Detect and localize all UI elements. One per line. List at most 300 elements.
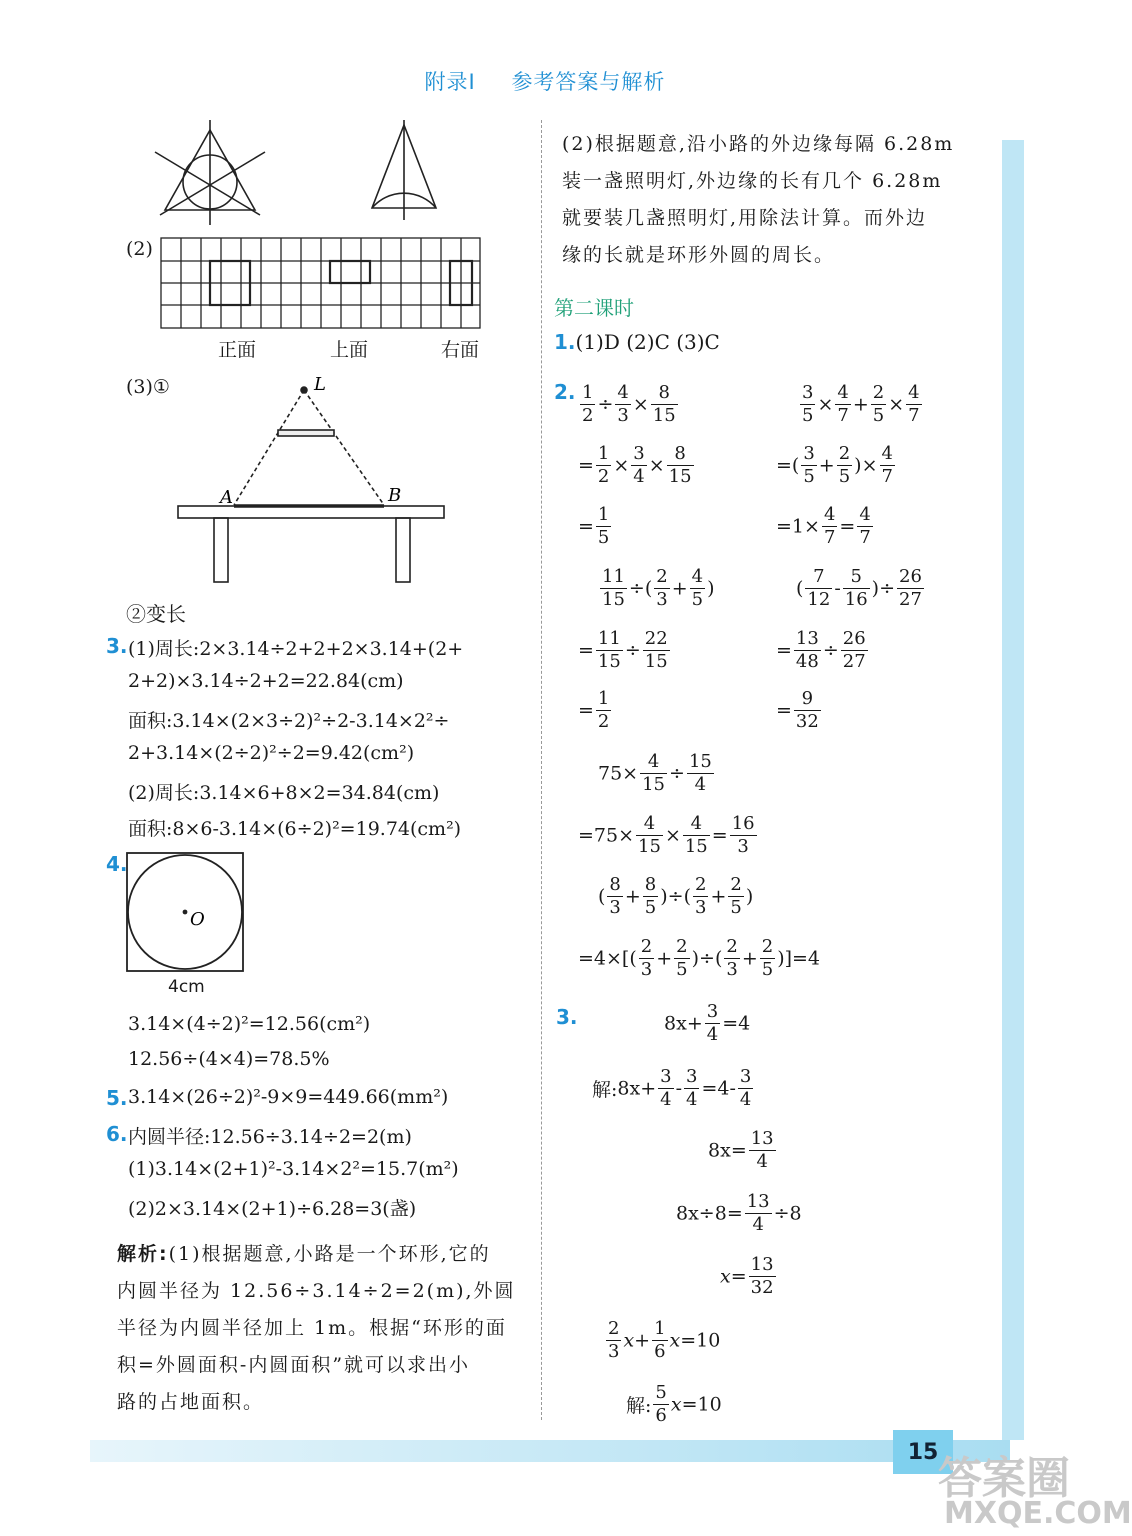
math-row — [578, 630, 672, 671]
denominator: 2 — [597, 711, 610, 732]
label-B: B — [388, 485, 402, 506]
math-symbol: = — [839, 515, 856, 538]
fraction — [596, 445, 611, 486]
denominator: 7 — [823, 527, 836, 548]
math-row — [776, 690, 823, 731]
math-symbol: + — [818, 454, 835, 477]
denominator: 5 — [802, 405, 814, 426]
denominator: 48 — [795, 651, 819, 672]
numerator: 2 — [730, 874, 742, 895]
numerator: 4 — [908, 382, 920, 403]
math-symbol: ) — [745, 885, 754, 908]
r-q1 — [554, 330, 720, 354]
numerator: 2 — [761, 936, 774, 957]
numerator: 11 — [602, 566, 625, 587]
denominator: 5 — [730, 897, 742, 918]
p4-num: 4. — [106, 852, 128, 876]
math-symbol: x — [720, 1265, 731, 1288]
denominator: 4 — [686, 1089, 698, 1110]
math-row — [578, 938, 820, 979]
math-symbol: x — [670, 1393, 682, 1416]
math-symbol: + — [624, 885, 641, 908]
denominator: 32 — [795, 711, 819, 732]
label-L: L — [314, 374, 326, 395]
math-symbol: + — [656, 947, 673, 970]
numerator: 4 — [617, 382, 629, 403]
math-symbol: + — [852, 393, 869, 416]
math-row — [664, 1003, 750, 1044]
denominator: 12 — [807, 589, 831, 610]
math-symbol: = — [578, 947, 594, 970]
denominator: 4 — [752, 1214, 764, 1235]
numerator: 7 — [805, 568, 832, 589]
math-symbol: 1× — [791, 515, 820, 538]
fraction — [690, 568, 705, 609]
numerator: 3 — [802, 382, 814, 403]
math-symbol: 8x÷8 — [676, 1202, 727, 1225]
triangle-figures — [150, 120, 450, 230]
denominator: 4 — [633, 466, 645, 487]
numerator: 8 — [651, 384, 678, 405]
denominator: 15 — [684, 836, 708, 857]
fraction — [730, 815, 757, 856]
denominator: 3 — [737, 836, 749, 857]
math-symbol: = — [776, 639, 792, 662]
denominator: 6 — [655, 1405, 667, 1426]
numerator: 4 — [823, 504, 836, 525]
fraction — [615, 384, 630, 425]
side-length: 4cm — [168, 977, 205, 997]
math-symbol: 8x — [617, 1077, 641, 1100]
fraction — [749, 1256, 776, 1297]
numerator: 3 — [803, 443, 815, 464]
math-symbol: ÷ — [669, 762, 685, 785]
analysis-line-4: 积=外圆面积-内圆面积”就可以求出小 — [117, 1354, 471, 1376]
math-symbol: =10 — [681, 1393, 722, 1416]
math-symbol: = — [776, 699, 792, 722]
fraction — [596, 506, 611, 547]
numerator: 4 — [683, 815, 710, 836]
numerator: 1 — [582, 382, 594, 403]
p3-line-5: (2)周长:3.14×6+8×2=34.84(cm) — [128, 782, 440, 804]
r-q3-num: 3. — [556, 1005, 578, 1029]
fraction — [705, 1003, 720, 1044]
math-symbol: + — [640, 1077, 657, 1100]
fraction — [667, 445, 694, 486]
fraction — [843, 568, 870, 609]
math-symbol: ÷ — [597, 393, 614, 416]
denominator: 27 — [899, 589, 922, 610]
fraction — [841, 630, 868, 671]
analysis-line-5: 路的占地面积。 — [117, 1391, 265, 1413]
fraction — [822, 506, 837, 547]
fraction — [580, 384, 595, 425]
fraction — [652, 1320, 667, 1361]
watermark-en: MXQE.COM — [944, 1496, 1132, 1531]
fraction — [658, 1068, 673, 1109]
denominator: 5 — [803, 466, 815, 487]
numerator: 4 — [859, 504, 871, 525]
denominator: 5 — [872, 405, 885, 426]
numerator: 11 — [597, 628, 621, 649]
p6-num: 6. — [106, 1122, 128, 1146]
appendix-label: 附录Ⅰ — [424, 70, 476, 94]
denominator: 5 — [676, 959, 688, 980]
square-circle-figure — [124, 850, 246, 976]
denominator: 15 — [638, 836, 661, 857]
math-row — [626, 1384, 722, 1425]
math-symbol: = — [578, 454, 594, 477]
fraction — [606, 1320, 621, 1361]
math-symbol: = — [578, 515, 594, 538]
math-symbol: )]=4 — [777, 947, 821, 970]
math-symbol: × — [861, 454, 878, 477]
math-row — [708, 1130, 778, 1171]
intro-line-2: 装一盏照明灯,外边缘的长有几个 6.28m — [562, 170, 943, 192]
analysis-line-2: 内圆半径为 12.56÷3.14÷2=2(m),外圆 — [117, 1280, 516, 1302]
math-symbol: = — [726, 1202, 743, 1225]
denominator: 7 — [837, 405, 849, 426]
numerator: 4 — [881, 443, 893, 464]
math-symbol: × — [817, 393, 834, 416]
fraction — [640, 753, 667, 794]
math-symbol: × — [613, 454, 630, 477]
fraction — [800, 384, 815, 425]
fraction — [794, 690, 821, 731]
math-symbol: ÷ — [628, 577, 645, 600]
fraction — [749, 1130, 776, 1171]
math-symbol: = — [730, 1139, 747, 1162]
math-row — [776, 506, 875, 547]
denominator: 15 — [668, 466, 692, 487]
numerator: 2 — [695, 874, 707, 895]
table-top — [178, 506, 444, 518]
math-row — [604, 1320, 720, 1361]
math-symbol: =10 — [680, 1329, 721, 1352]
math-row — [798, 384, 924, 425]
numerator: 1 — [597, 443, 610, 464]
p3-line-1: (1)周长:2×3.14÷2+2+2×3.14+(2+ — [128, 638, 464, 660]
math-symbol: × — [664, 824, 681, 847]
fraction — [600, 568, 627, 609]
math-symbol: 8x — [708, 1139, 731, 1162]
math-row — [776, 445, 897, 486]
math-row — [598, 876, 753, 917]
math-symbol: 解: — [626, 1395, 652, 1417]
math-symbol: ÷8 — [773, 1202, 802, 1225]
side-decoration-bar — [1002, 140, 1024, 1440]
math-symbol: + — [741, 947, 758, 970]
fraction — [674, 938, 689, 979]
header-title: 参考答案与解析 — [511, 70, 666, 94]
fraction — [897, 568, 924, 609]
fraction — [794, 630, 821, 671]
denominator: 5 — [761, 959, 774, 980]
math-symbol: ÷ — [822, 639, 839, 662]
fraction — [880, 445, 895, 486]
numerator: 1 — [597, 688, 610, 709]
analysis-line-3: 半径为内圆半径加上 1m。根据“环形的面 — [117, 1317, 507, 1339]
denominator: 4 — [660, 1089, 672, 1110]
denominator: 16 — [844, 589, 868, 610]
math-symbol: ÷ — [624, 639, 641, 662]
fraction — [837, 445, 852, 486]
numerator: 15 — [688, 751, 712, 772]
numerator: 8 — [667, 445, 694, 466]
light-table-diagram — [170, 370, 460, 590]
numerator: 2 — [676, 936, 688, 957]
denominator: 3 — [656, 589, 668, 610]
label-A: A — [220, 487, 233, 508]
math-symbol: ( — [644, 577, 653, 600]
fraction — [857, 506, 872, 547]
fraction — [906, 384, 921, 425]
denominator: 7 — [859, 527, 871, 548]
denominator: 32 — [750, 1277, 774, 1298]
math-symbol: =4- — [701, 1077, 736, 1100]
math-symbol: ( — [683, 885, 692, 908]
math-symbol: ) — [707, 577, 715, 600]
fraction — [596, 690, 611, 731]
p5-num: 5. — [106, 1086, 128, 1110]
column-divider — [541, 120, 542, 1420]
math-symbol: =4 — [722, 1012, 751, 1035]
bottom-decoration-bar — [90, 1440, 1010, 1462]
math-symbol: × — [632, 393, 649, 416]
numerator: 2 — [838, 443, 851, 464]
numerator: 1 — [654, 1318, 666, 1339]
fraction — [651, 384, 678, 425]
denominator: 5 — [597, 527, 610, 548]
grid-figure — [160, 237, 482, 331]
numerator: 8 — [609, 874, 621, 895]
r-q1-num: 1. — [554, 330, 576, 354]
math-symbol: )÷ — [691, 947, 715, 970]
numerator: 2 — [656, 566, 668, 587]
numerator: 4 — [640, 753, 667, 774]
watermark — [920, 1440, 1132, 1536]
math-row — [578, 445, 696, 486]
numerator: 13 — [750, 1128, 774, 1149]
numerator: 4 — [636, 815, 663, 836]
math-row — [578, 384, 680, 425]
math-symbol: = — [711, 824, 728, 847]
numerator: 3 — [686, 1066, 698, 1087]
numerator: 4 — [837, 382, 849, 403]
math-symbol: 75× — [598, 762, 639, 785]
denominator: 15 — [652, 405, 676, 426]
intro-line-1: (2)根据题意,沿小路的外边缘每隔 6.28m — [562, 133, 955, 155]
math-symbol: + — [686, 1012, 703, 1035]
denominator: 3 — [726, 959, 738, 980]
math-row — [598, 753, 716, 794]
denominator: 7 — [908, 405, 920, 426]
math-symbol: 解: — [592, 1079, 618, 1101]
intro-line-3: 就要装几盏照明灯,用除法计算。而外边 — [562, 207, 928, 229]
fraction — [693, 876, 708, 917]
q3-label: (3)① — [126, 376, 170, 398]
fraction — [871, 384, 886, 425]
denominator: 4 — [706, 1024, 719, 1045]
denominator: 4 — [756, 1151, 768, 1172]
math-symbol: - — [675, 1077, 683, 1100]
denominator: 27 — [842, 651, 866, 672]
fraction — [607, 876, 622, 917]
math-symbol: = — [578, 639, 594, 662]
p6-line-2: (1)3.14×(2+1)²-3.14×2²=15.7(m²) — [128, 1158, 459, 1180]
math-symbol: - — [834, 577, 841, 600]
fraction — [596, 630, 623, 671]
numerator: 22 — [644, 628, 668, 649]
math-symbol: x — [669, 1329, 681, 1352]
denominator: 3 — [608, 1341, 620, 1362]
math-symbol: x — [623, 1329, 635, 1352]
math-row — [598, 568, 715, 609]
math-symbol: 8x — [664, 1012, 687, 1035]
p5-line: 3.14×(26÷2)²-9×9=449.66(mm²) — [128, 1086, 449, 1108]
fraction — [728, 876, 743, 917]
denominator: 5 — [644, 897, 657, 918]
p6-line-1: 内圆半径:12.56÷3.14÷2=2(m) — [128, 1126, 412, 1148]
intro-line-4: 缘的长就是环形外圆的周长。 — [562, 244, 836, 266]
fraction — [653, 1384, 668, 1425]
numerator: 3 — [660, 1066, 672, 1087]
fraction — [684, 1068, 699, 1109]
math-symbol: ( — [714, 947, 723, 970]
math-row — [676, 1193, 802, 1234]
fraction — [738, 1068, 753, 1109]
denominator: 3 — [640, 959, 653, 980]
fraction — [643, 630, 670, 671]
p4-line-2: 12.56÷(4×4)=78.5% — [128, 1048, 330, 1070]
math-row — [776, 630, 870, 671]
numerator: 26 — [899, 566, 922, 587]
numerator: 13 — [746, 1191, 770, 1212]
fraction — [639, 938, 654, 979]
numerator: 2 — [726, 936, 738, 957]
math-symbol: = — [730, 1265, 747, 1288]
analysis-line-1: (1)根据题意,小路是一个环形,它的 — [168, 1243, 491, 1265]
math-symbol: + — [634, 1329, 651, 1352]
center-label: O — [190, 909, 205, 930]
p3-line-2: 2+2)×3.14÷2+2=22.84(cm) — [128, 670, 404, 692]
math-row — [796, 568, 926, 609]
page-header — [0, 66, 1090, 96]
denominator: 2 — [597, 466, 610, 487]
denominator: 15 — [602, 589, 625, 610]
math-row — [578, 815, 759, 856]
pencil — [278, 430, 334, 436]
p3-line-4: 2+3.14×(2÷2)²÷2=9.42(cm²) — [128, 742, 415, 764]
grid-label-right: 右面 — [441, 339, 480, 361]
denominator: 4 — [739, 1089, 752, 1110]
intro-block — [562, 126, 992, 274]
denominator: 5 — [691, 589, 704, 610]
denominator: 15 — [642, 774, 666, 795]
math-symbol: × — [888, 393, 905, 416]
denominator: 4 — [694, 774, 707, 795]
page-number: 15 — [893, 1430, 953, 1474]
denominator: 5 — [838, 466, 851, 487]
grid-label-top: 上面 — [330, 339, 369, 361]
fraction — [801, 445, 816, 486]
fraction — [654, 568, 669, 609]
math-row — [578, 506, 613, 547]
fraction — [687, 753, 714, 794]
math-symbol: = — [776, 515, 792, 538]
math-symbol: + — [671, 577, 688, 600]
q3-answer-2: ②变长 — [126, 602, 186, 626]
numerator: 3 — [739, 1066, 752, 1087]
fraction — [760, 938, 775, 979]
fraction — [643, 876, 658, 917]
denominator: 15 — [644, 651, 668, 672]
numerator: 4 — [691, 566, 704, 587]
math-symbol: = — [578, 699, 594, 722]
numerator: 1 — [597, 504, 610, 525]
math-symbol: =( — [776, 454, 800, 477]
fraction — [636, 815, 663, 856]
math-symbol: =75× — [578, 824, 635, 847]
math-symbol: × — [648, 454, 665, 477]
math-row — [578, 690, 613, 731]
math-symbol: )÷ — [660, 885, 684, 908]
denominator: 15 — [597, 651, 621, 672]
r-q1-text: (1)D (2)C (3)C — [575, 330, 720, 354]
math-symbol: ) — [854, 454, 862, 477]
watermark-cn: 答案圈 — [938, 1453, 1070, 1504]
r-q2-num: 2. — [554, 380, 576, 404]
p3-line-3: 面积:3.14×(2×3÷2)²÷2-3.14×2²÷ — [128, 710, 450, 732]
math-symbol: ( — [796, 577, 804, 600]
math-symbol: 4×[( — [593, 947, 637, 970]
p6-line-3: (2)2×3.14×(2+1)÷6.28=3(盏) — [128, 1198, 417, 1220]
denominator: 6 — [654, 1341, 666, 1362]
denominator: 2 — [582, 405, 594, 426]
denominator: 3 — [609, 897, 621, 918]
numerator: 2 — [608, 1318, 620, 1339]
numerator: 8 — [644, 874, 657, 895]
section-title: 第二课时 — [554, 296, 634, 320]
q2-label: (2) — [126, 238, 153, 260]
numerator: 16 — [731, 813, 755, 834]
numerator: 26 — [842, 628, 866, 649]
fraction — [745, 1193, 772, 1234]
numerator: 13 — [795, 628, 819, 649]
math-symbol: ( — [598, 885, 606, 908]
numerator: 13 — [750, 1254, 774, 1275]
fraction — [631, 445, 646, 486]
analysis-block — [117, 1236, 537, 1421]
denominator: 3 — [617, 405, 629, 426]
fraction — [835, 384, 850, 425]
fraction — [683, 815, 710, 856]
math-row — [720, 1256, 778, 1297]
math-symbol: )÷ — [871, 577, 895, 600]
numerator: 3 — [633, 443, 645, 464]
numerator: 2 — [640, 936, 653, 957]
numerator: 5 — [655, 1382, 667, 1403]
denominator: 3 — [695, 897, 707, 918]
analysis-label: 解析: — [117, 1243, 169, 1265]
fraction — [724, 938, 739, 979]
denominator: 7 — [881, 466, 893, 487]
math-symbol: + — [710, 885, 727, 908]
numerator: 2 — [872, 382, 885, 403]
numerator: 3 — [706, 1001, 719, 1022]
fraction — [805, 568, 832, 609]
math-row — [592, 1068, 755, 1109]
